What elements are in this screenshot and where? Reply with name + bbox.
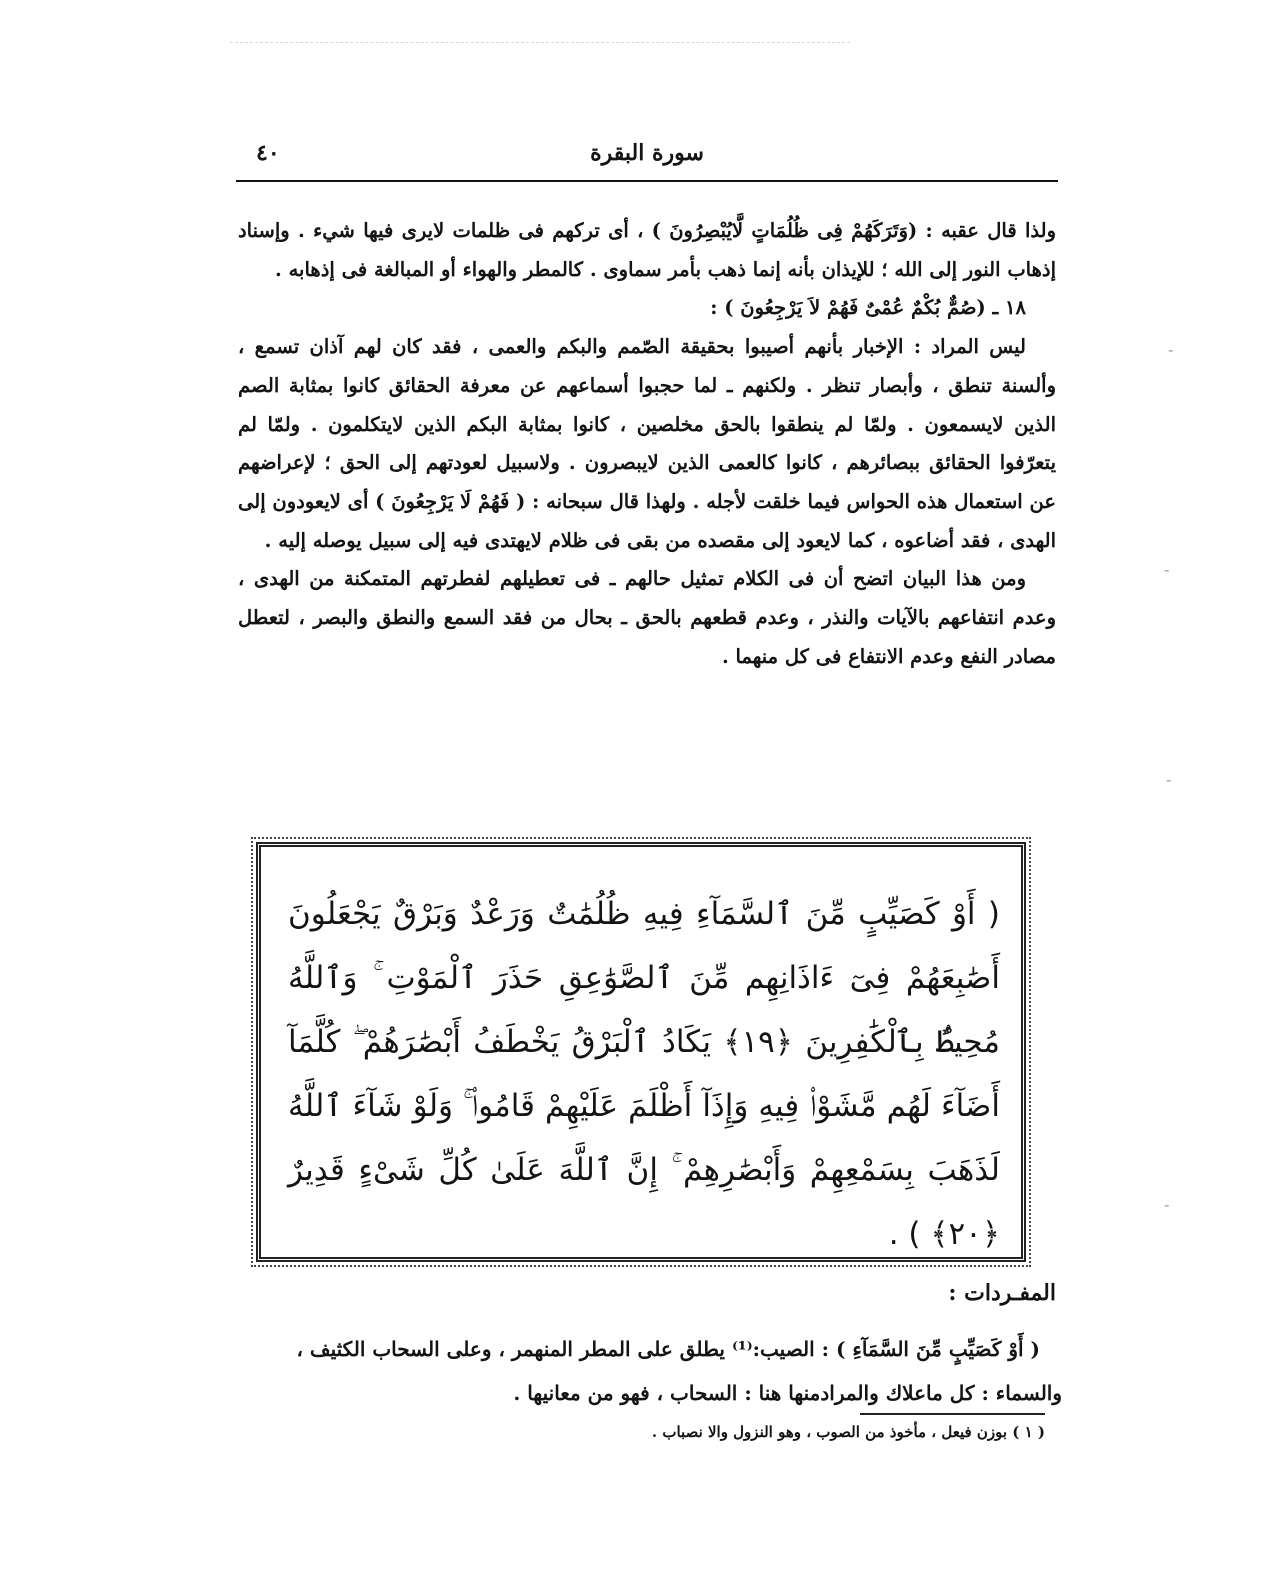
margin-scan-mark: ‐ — [1164, 1195, 1170, 1214]
margin-scan-mark: ‐ — [1166, 770, 1172, 789]
vocabulary-text — [232, 1327, 1062, 1415]
footnote: ( ١ ) بوزن فيعل ، مأخوذ من الصوب ، وهو النزول والا نصباب . — [651, 1423, 1045, 1441]
margin-scan-mark: ‐ — [1168, 340, 1174, 359]
vocabulary-line: والسماء : كل ماعلاك والمرادمنها هنا : السحاب ، فهو من معانيها . — [513, 1381, 1062, 1405]
commentary-paragraph: ومن هذا البيان اتضح أن فى الكلام تمثيل حالهم ـ فى تعطيلهم لفطرتهم المتمكنة من الهدى ، وعدم انتفاعهم بالآيات والنذر ، وعدم قطعهم بالحق ـ بحال من فقد السمع والنطق والبصر ، لتعطل مصادر النفع وعدم الانتفاع فى كل منهما . — [238, 567, 1056, 668]
margin-scan-mark: ‐ — [1164, 560, 1170, 579]
quran-verse: ( أَوْ كَصَيِّبٍ مِّنَ ٱلسَّمَآءِ فِيهِ ظُلُمَٰتٌ وَرَعْدٌ وَبَرْقٌ يَجْعَلُونَ أَصَٰبِعَهُمْ فِىٓ ءَاذَانِهِم مِّنَ ٱلصَّوَٰعِقِ حَذَرَ ٱلْمَوْتِ ۚ وَٱللَّهُ مُحِيطٌۢ بِٱلْكَٰفِرِينَ ﴿١٩﴾ يَكَادُ ٱلْبَرْقُ يَخْطَفُ أَبْصَٰرَهُمْ ۖ كُلَّمَآ أَضَآءَ لَهُم مَّشَوْا۟ فِيهِ وَإِذَآ أَظْلَمَ عَلَيْهِمْ قَامُوا۟ ۚ وَلَوْ شَآءَ ٱللَّهُ لَذَهَبَ بِسَمْعِهِمْ وَأَبْصَٰرِهِمْ ۚ إِنَّ ٱللَّهَ عَلَىٰ كُلِّ شَىْءٍ قَدِيرٌ ﴿٢٠﴾ ) . — [288, 896, 1000, 1252]
quran-verse-block — [288, 882, 1000, 1266]
commentary-paragraph: ليس المراد : الإخبار بأنهم أصيبوا بحقيقة الصّمم والبكم والعمى ، فقد كان لهم آذان تسمع ، وألسنة تنطق ، وأبصار تنظر . ولكنهم ـ لما حجبوا أسماعهم عن معرفة الحقائق كانوا بمثابة الصم الذين لايسمعون . ولمّا لم ينطقوا بالحق مخلصين ، كانوا بمثابة البكم الذين لايتكلمون . ولمّا لم يتعرّفوا الحقائق ببصائرهم ، كانوا كالعمى الذين لايبصرون . ولاسبيل لعودتهم إلى الحق ؛ لإعراضهم عن استعمال هذه الحواس فيما خلقت لأجله . ولهذا قال سبحانه : ( فَهُمْ لَا يَرْجِعُونَ ) أى لايعودون إلى الهدى ، فقد أضاعوه ، كما لايعود إلى مقصده من بقى فى ظلام لايهتدى فيه إلى سبيل يوصله إليه . — [238, 335, 1056, 552]
footnote-divider — [860, 1413, 1045, 1415]
commentary-text — [238, 212, 1056, 676]
surah-title: سورة البقرة — [590, 140, 704, 166]
scan-noise-line — [230, 42, 850, 43]
vocabulary-line: ( أَوْ كَصَيِّبٍ مِّنَ السَّمَآءِ ) : الصيب:⁽¹⁾ يطلق على المطر المنهمر ، وعلى السحاب الكثيف ، — [296, 1337, 1040, 1361]
vocabulary-heading: المفـردات : — [948, 1280, 1056, 1306]
header-divider — [236, 180, 1058, 182]
verse-heading: ١٨ ـ (صُمٌّ بُكْمٌ عُمْىٌ فَهُمْ لاَ يَرْجِعُونَ ) : — [710, 296, 1026, 320]
page-number: ٤٠ — [256, 140, 280, 166]
page-header — [236, 140, 1058, 180]
commentary-paragraph: ولذا قال عقبه : (وَتَرَكَهُمْ فِى ظُلُمَاتٍ لَّايُبْصِرُونَ ) ، أى تركهم فى ظلمات لايرى فيها شيء . وإسناد إذهاب النور إلى الله ؛ للإيذان بأنه إنما ذهب بأمر سماوى . كالمطر والهواء أو المبالغة فى إذهابه . — [238, 219, 1056, 281]
